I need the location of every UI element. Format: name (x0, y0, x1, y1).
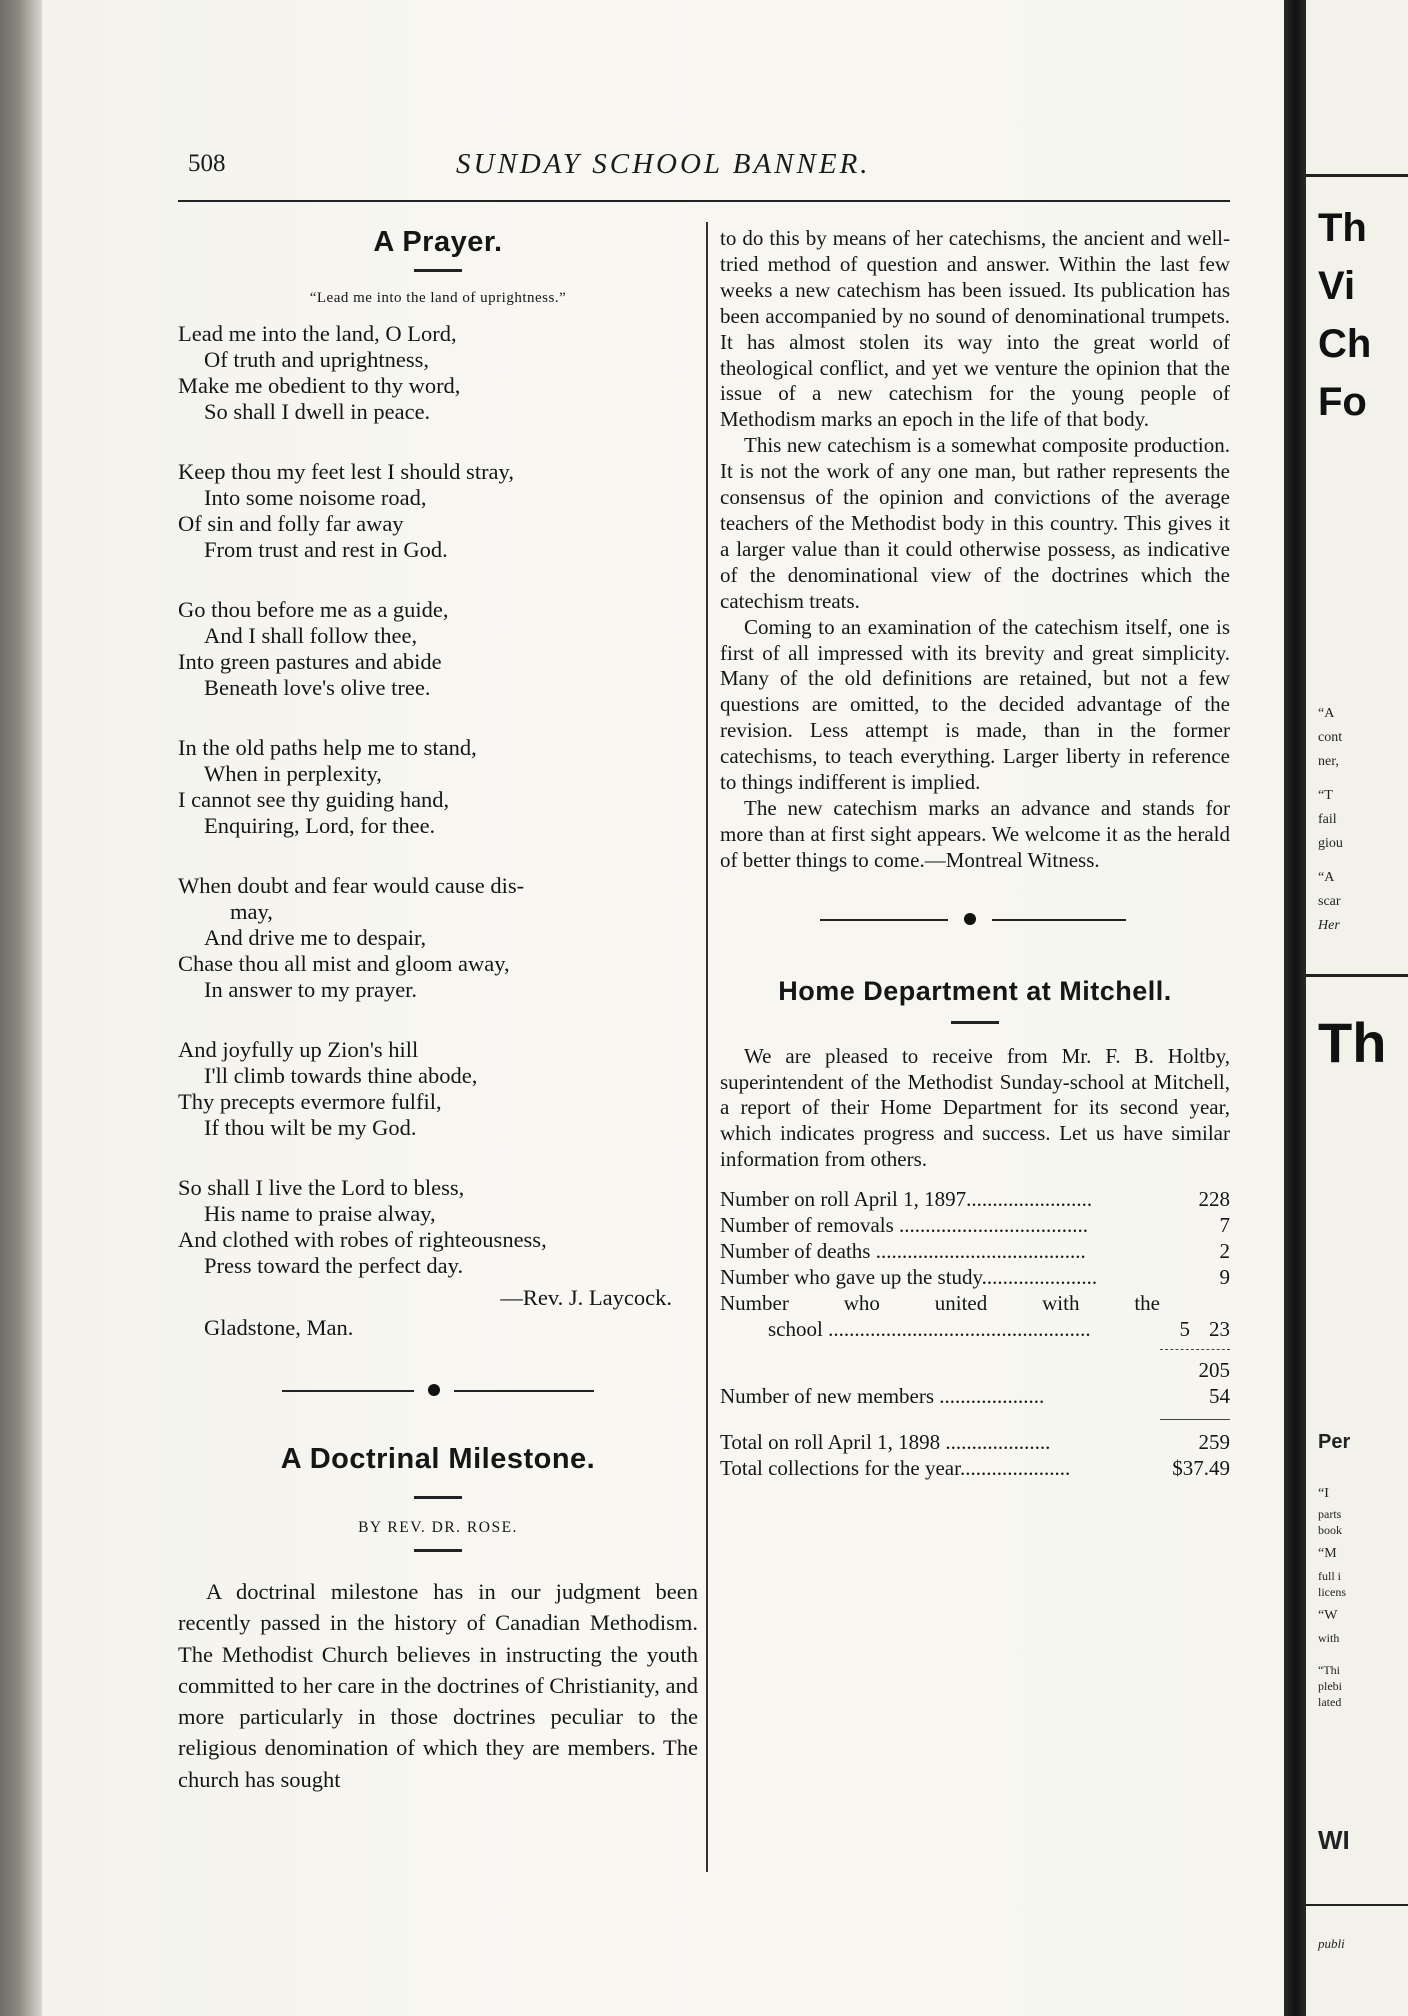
fragment-title: Fo (1318, 380, 1367, 424)
section-ornament (720, 910, 1230, 930)
poem-line: Enquiring, Lord, for thee. (204, 813, 436, 838)
poem-line: His name to praise alway, (204, 1201, 436, 1226)
poem-line: In answer to my prayer. (204, 977, 418, 1002)
stat-label: Number of new members .................... (720, 1383, 1045, 1408)
stanza (178, 1175, 698, 1279)
stat-row (720, 1358, 1230, 1384)
stat-label: Total on roll April 1, 1898 .................... (720, 1430, 1051, 1455)
subtotal-rule (1160, 1349, 1230, 1350)
fragment-title: Ch (1318, 322, 1372, 366)
stat-row (720, 1265, 1230, 1291)
stat-value: 7 (1219, 1213, 1230, 1238)
poem-line: Press toward the perfect day. (204, 1253, 464, 1278)
total-rule (1160, 1419, 1230, 1420)
fragment-text: “T (1318, 788, 1333, 803)
journal-title: SUNDAY SCHOOL BANNER. (456, 148, 871, 180)
poem-line: Chase thou all mist and gloom away, (178, 951, 510, 976)
stat-label: Number who united with the (720, 1290, 1160, 1315)
paragraph: We are pleased to receive from Mr. F. B. Holtby, superintendent of the Methodist Sunday-school at Mitchell, a report of their Home Department for its second year, which indicates progress and success. Let us have similar information from others. (720, 1043, 1230, 1172)
fragment-text: “A (1318, 706, 1335, 721)
prayer-title: A Prayer. (373, 226, 503, 258)
right-column (720, 226, 1230, 1482)
title-rule (414, 269, 462, 272)
fragment-text: “M (1318, 1546, 1337, 1561)
stat-subtotal: 205 (1198, 1357, 1230, 1382)
poem-line: So shall I dwell in peace. (204, 399, 431, 424)
stat-row (720, 1213, 1230, 1239)
facing-page-fragment (1306, 0, 1408, 2016)
fragment-title: Th (1318, 1011, 1387, 1074)
poem-line: When in perplexity, (204, 761, 382, 786)
paragraph: This new catechism is a somewhat composite production. It is not the work of any one man, but rather represents the consensus of the opinion and convictions of the average teachers of the Methodist body in this country. This gives it a larger value than it could otherwise possess, as indicative of the denominational view of the doctrines which the catechism treats. (720, 433, 1230, 613)
fragment-text: parts (1318, 1507, 1342, 1521)
stat-row (720, 1456, 1230, 1482)
home-dept-stats (720, 1187, 1230, 1482)
poem-author: —Rev. J. Laycock. (500, 1285, 672, 1310)
poem-line: may, (230, 899, 273, 924)
paragraph: The new catechism marks an advance and stands for more than at first sight appears. We welcome it as the herald of better things to come.—Montreal Witness. (720, 795, 1230, 872)
stanza (178, 459, 698, 563)
fragment-text: giou (1318, 836, 1343, 851)
stat-row (720, 1239, 1230, 1265)
poem-line: And drive me to despair, (204, 925, 427, 950)
poem-place: Gladstone, Man. (204, 1315, 354, 1340)
poem-line: Of sin and folly far away (178, 511, 404, 536)
milestone-title: A Doctrinal Milestone. (280, 1443, 596, 1475)
milestone-continued (720, 226, 1230, 874)
byline-rule (414, 1549, 462, 1552)
poem-line: And I shall follow thee, (204, 623, 418, 648)
fragment-text: “A (1318, 870, 1335, 885)
milestone-intro (178, 1576, 698, 1795)
poem-line: When doubt and fear would cause dis- (178, 873, 525, 898)
poem-line: So shall I live the Lord to bless, (178, 1175, 465, 1200)
fragment-text: with (1318, 1631, 1340, 1645)
stat-row (720, 1291, 1230, 1317)
stat-label: Number of deaths ........................................ (720, 1239, 1086, 1263)
stat-value: 54 (1209, 1383, 1230, 1408)
poem-line: I cannot see thy guiding hand, (178, 787, 450, 812)
home-dept-intro (720, 1044, 1230, 1174)
stat-row (720, 1430, 1230, 1456)
poem-line: Beneath love's olive tree. (204, 675, 431, 700)
fragment-title: Vi (1318, 264, 1356, 308)
stat-label: Number of removals .................................... (720, 1213, 1089, 1238)
poem-line: And joyfully up Zion's hill (178, 1037, 419, 1062)
stat-row (720, 1317, 1230, 1343)
stat-value: 228 (1198, 1187, 1230, 1212)
fragment-text: lated (1318, 1695, 1342, 1709)
poem-line: Thy precepts evermore fulfil, (178, 1089, 442, 1114)
stanza (178, 597, 698, 701)
page-number: 508 (188, 150, 226, 177)
left-column (178, 226, 698, 1795)
prayer-epigraph: “Lead me into the land of uprightness.” (309, 290, 567, 306)
poem-line: I'll climb towards thine abode, (204, 1063, 478, 1088)
fragment-text: Her (1318, 918, 1340, 933)
stat-row (720, 1187, 1230, 1213)
header-rule (178, 200, 1230, 202)
paragraph: to do this by means of her catechisms, the ancient and well-tried method of question and answer. Within the last few weeks a new catechism has been issued. Its publication has been accompanied by no sound of denominational trumpets. It has almost stolen its way into the great world of theological conflict, and yet we venture the opinion that the issue of a new catechism for the young people of Methodism marks an epoch in the life of that body. (720, 226, 1230, 432)
poem-line: Make me obedient to thy word, (178, 373, 461, 398)
column-divider (706, 222, 708, 1872)
rule (1306, 174, 1408, 177)
book-gutter (1284, 0, 1306, 2016)
poem-line: Lead me into the land, O Lord, (178, 321, 457, 346)
home-dept-title: Home Department at Mitchell. (778, 975, 1172, 1006)
rule (1306, 1904, 1408, 1906)
stat-label: Total collections for the year..................... (720, 1456, 1071, 1481)
poem-line: If thou wilt be my God. (204, 1115, 417, 1140)
fragment-text: fail (1318, 812, 1337, 827)
poem-line: In the old paths help me to stand, (178, 735, 477, 760)
stat-value: 2 (1219, 1239, 1230, 1263)
stat-value: 23 (1209, 1316, 1230, 1341)
stat-row (720, 1384, 1230, 1410)
fragment-text: “Thi (1318, 1663, 1340, 1677)
stat-value: 5 (1179, 1316, 1190, 1341)
stat-label: Number who gave up the study...................... (720, 1264, 1098, 1289)
poem-line: Keep thou my feet lest I should stray, (178, 459, 514, 484)
section-ornament (178, 1381, 698, 1401)
title-rule (951, 1021, 999, 1024)
fragment-text: publi (1318, 1936, 1345, 1951)
stat-label: Number on roll April 1, 1897........................ (720, 1187, 1093, 1212)
fragment-text: full i (1318, 1569, 1341, 1583)
poem-line: From trust and rest in God. (204, 537, 448, 562)
rule (1306, 974, 1408, 977)
milestone-byline: BY REV. DR. ROSE. (358, 1519, 518, 1536)
fragment-heading: WI (1318, 1825, 1350, 1855)
poem-line: Into green pastures and abide (178, 649, 442, 674)
fragment-text: plebi (1318, 1679, 1342, 1693)
fragment-text: book (1318, 1523, 1342, 1537)
stanza (178, 321, 698, 425)
stanza (178, 1037, 698, 1141)
fragment-text: ner, (1318, 754, 1339, 769)
fragment-text: “I (1318, 1486, 1329, 1501)
stat-value: 9 (1219, 1264, 1230, 1289)
fragment-text: scar (1318, 894, 1341, 909)
fragment-heading: Per (1318, 1431, 1351, 1453)
title-rule (414, 1496, 462, 1499)
fragment-title: Th (1318, 206, 1367, 250)
paragraph: A doctrinal milestone has in our judgment been recently passed in the history of Canadian Methodism. The Methodist Church believes in instructing the youth committed to her care in the doctrines of Christianity, and more particularly in those doctrines peculiar to the religious denomination of which they are members. The church has sought (178, 1579, 698, 1792)
prayer-poem (178, 321, 698, 1341)
fragment-text: cont (1318, 730, 1343, 745)
stat-value: $37.49 (1172, 1456, 1230, 1481)
fragment-text: “W (1318, 1608, 1338, 1623)
stat-value: 259 (1198, 1430, 1230, 1455)
poem-line: Go thou before me as a guide, (178, 597, 449, 622)
stanza (178, 735, 698, 839)
fragment-text: licens (1318, 1585, 1346, 1599)
book-page-edges (0, 0, 42, 2016)
paragraph: Coming to an examination of the catechism itself, one is first of all impressed with its brevity and great simplicity. Many of the old definitions are retained, but not a few questions are omitted, to the decided advantage of the revision. Less attempt is made, than in the former catechisms, to teach everything. Larger liberty in reference to things indifferent is implied. (720, 614, 1230, 795)
poem-line: Into some noisome road, (204, 485, 427, 510)
poem-line: And clothed with robes of righteousness, (178, 1227, 547, 1252)
stat-label: school .................................................. (768, 1316, 1091, 1341)
poem-line: Of truth and uprightness, (204, 347, 429, 372)
running-header (188, 150, 1228, 190)
stanza (178, 873, 698, 1003)
